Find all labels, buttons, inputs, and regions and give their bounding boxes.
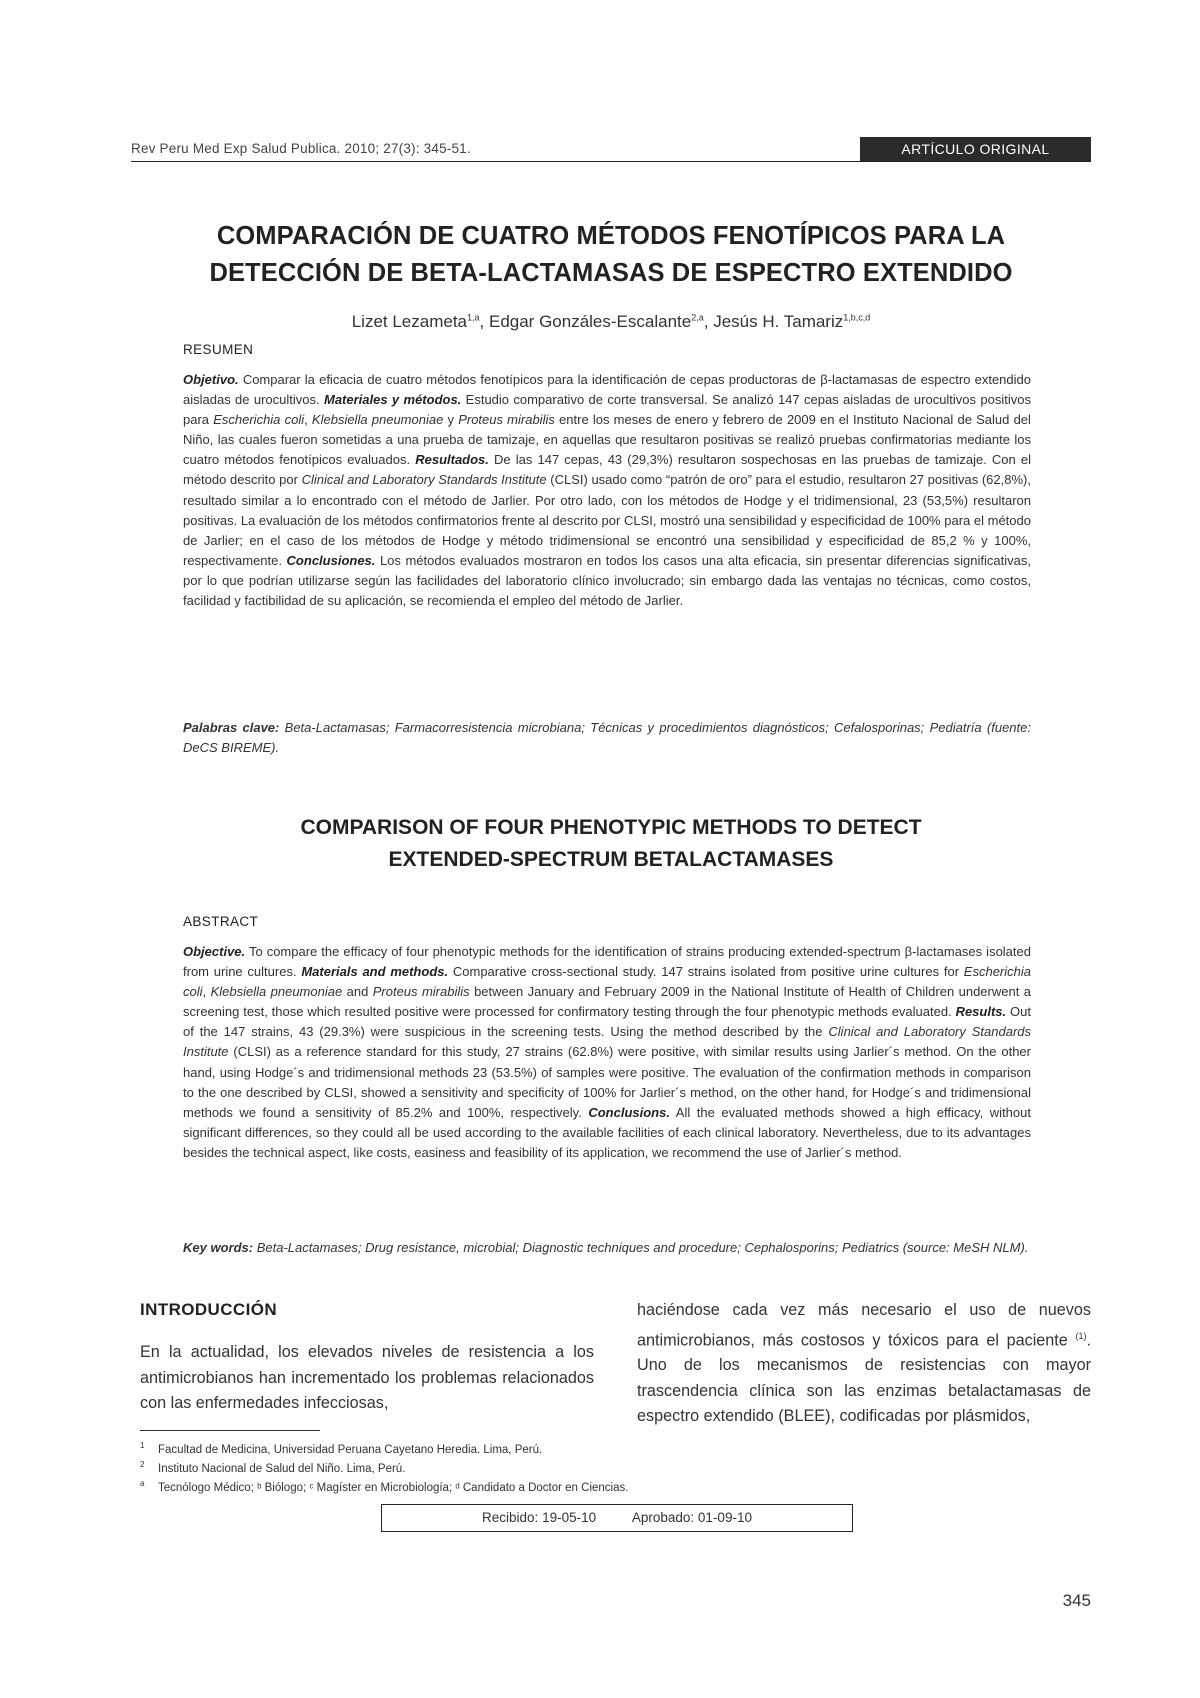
author-name: Edgar Gonzáles-Escalante — [488, 312, 692, 331]
conjunction: and — [346, 984, 369, 1000]
resumen-heading: RESUMEN — [183, 342, 254, 357]
objetivo-text: Comparar la eficacia de cuatro métodos fenotípicos para la identificación de cepas productoras de β-lactamasas de espectro extendido aisladas de urocultivos. — [183, 372, 1031, 408]
intro-text: haciéndose cada vez más necesario el uso de nuevos antimicrobianos, más costosos y tóxicos para el paciente — [637, 1301, 1091, 1349]
header-divider — [131, 161, 1091, 162]
footnote-text: Facultad de Medicina, Universidad Peruana Cayetano Heredia. Lima, Perú. — [158, 1444, 543, 1456]
author-affiliation: 1,b,c,d — [843, 312, 871, 323]
conclusiones-label: Conclusiones. — [286, 552, 376, 568]
footnote-mark: a — [140, 1479, 145, 1488]
page-number: 345 — [1062, 1591, 1091, 1610]
footnote-text: Tecnólogo Médico; ᵇ Biólogo; ᶜ Magíster en Microbiología; ᵈ Candidato a Doctor en Ciencias. — [158, 1482, 629, 1494]
author-name: Lizet Lezameta — [351, 312, 468, 331]
author-affiliation: 1,a — [467, 312, 480, 323]
species-name: Proteus mirabilis — [372, 984, 470, 1000]
resultados-text: (CLSI) usado como “patrón de oro” para el estudio, resultaron 27 positivas (62,8%), resultado similar a lo encontrado con el método de Jarlier. Por otro lado, con los métodos de Hodge y el tridimensional, 23 (53,5%) resultaron positivas. La evaluación de los métodos confirmatorios frente al descrito por CLSI, mostró una sensibilidad y especificidad de 100% para el método de Jarlier; en el caso de los métodos de Hodge y método tridimensional se encontró una sensibilidad y especificidad de 85,2 % y 100%, respectivamente. — [183, 472, 1031, 568]
objective-text: To compare the efficacy of four phenotypic methods for the identification of strains producing extended-spectrum β-lactamases isolated from urine cultures. — [183, 944, 1031, 980]
conclusions-label: Conclusions. — [588, 1104, 670, 1120]
article-type-badge: ARTÍCULO ORIGINAL — [860, 137, 1091, 161]
author-list — [131, 312, 1091, 332]
footnote — [140, 1441, 840, 1463]
abstract-body — [183, 942, 1031, 1163]
author-separator: , — [703, 312, 714, 331]
resultados-text: De las 147 cepas, 43 (29,3%) resultaron sospechosas en las pruebas de tamizaje. Con el método descrito por — [183, 452, 1031, 488]
footnotes — [140, 1441, 840, 1501]
species-name: Klebsiella pneumoniae — [210, 984, 343, 1000]
english-title-line-1: COMPARISON OF FOUR PHENOTYPIC METHODS TO DETECT — [300, 816, 922, 839]
punctuation: , — [202, 984, 207, 1000]
intro-column-left: En la actualidad, los elevados niveles de resistencia a los antimicrobianos han incrementado los problemas relacionados con las enfermedades infecciosas, — [140, 1343, 594, 1412]
footnote — [140, 1479, 840, 1501]
palabras-clave — [183, 718, 1031, 758]
conclusiones-text: Los métodos evaluados mostraron en todos los casos una alta eficacia, sin presentar diferencias significativas, por lo que podrían utilizarse según las facilidades del laboratorio clínico involucrado; sin embargo dada las ventajas no técnicas, como costos, facilidad y factibilidad de su aplicación, se recomienda el empleo del método de Jarlier. — [183, 552, 1031, 609]
keywords-text: Beta-Lactamases; Drug resistance, microbial; Diagnostic techniques and procedure; Cephalosporins; Pediatrics (source: MeSH NLM). — [256, 1240, 1029, 1255]
resumen-body — [183, 370, 1031, 611]
materiales-label: Materiales y métodos. — [323, 392, 462, 408]
species-name: Klebsiella pneumoniae — [311, 412, 444, 428]
punctuation: , — [304, 412, 308, 428]
introduccion-heading: INTRODUCCIÓN — [140, 1300, 278, 1319]
author-separator: , — [479, 312, 489, 331]
approved-date: Aprobado: 01-09-10 — [631, 1510, 752, 1525]
key-words — [183, 1238, 1031, 1258]
species-name: Proteus mirabilis — [458, 412, 555, 428]
keywords-label: Key words: — [183, 1240, 254, 1255]
materials-label: Materials and methods. — [301, 964, 449, 980]
footnote — [140, 1460, 840, 1482]
author-name: Jesús H. Tamariz — [713, 312, 844, 331]
footnote-text: Instituto Nacional de Salud del Niño. Lima, Perú. — [158, 1463, 406, 1475]
materiales-text: Estudio comparativo de corte transversal. Se analizó 147 cepas aisladas de urocultivos positivos para — [183, 392, 1031, 428]
conclusions-text: All the evaluated methods showed a high efficacy, without significant differences, so they could all be used according to the available facilities of each clinical laboratory. Nevertheless, due to its advantages besides the technical aspect, like costs, easiness and feasibility of its application, we recommend the use of Jarlier´s method. — [183, 1104, 1031, 1160]
journal-reference: Rev Peru Med Exp Salud Publica. 2010; 27(3): 345-51. — [131, 141, 471, 156]
footnote-divider — [140, 1430, 320, 1431]
footnote-mark: 1 — [140, 1441, 145, 1450]
objetivo-label: Objetivo. — [183, 372, 239, 387]
running-header — [131, 133, 1091, 165]
materials-text: between January and February 2009 in the National Institute of Health of Children underwent a screening test, those which resulted positive were processed for confirmatory testing through the four phenotypic methods evaluated. — [183, 984, 1031, 1020]
intro-column-right — [637, 1298, 1091, 1430]
materials-text: Comparative cross-sectional study. 147 strains isolated from positive urine cultures for — [452, 964, 960, 980]
objective-label: Objective. — [183, 944, 246, 959]
keywords-text: Beta-Lactamasas; Farmacorresistencia microbiana; Técnicas y procedimientos diagnósticos; Cefalosporinas; Pediatría (fuente: DeCS BIREME). — [183, 720, 1031, 756]
title-line-2: DETECCIÓN DE BETA-LACTAMASAS DE ESPECTRO EXTENDIDO — [209, 259, 1013, 287]
english-title-line-2: EXTENDED-SPECTRUM BETALACTAMASES — [388, 848, 834, 871]
abstract-heading: ABSTRACT — [183, 914, 259, 929]
resultados-label: Resultados. — [415, 452, 489, 468]
clsi-name: Clinical and Laboratory Standards Institute — [301, 472, 547, 488]
dates-box — [381, 1504, 853, 1532]
intro-text: . Uno de los mecanismos de resistencias con mayor trascendencia clínica son las enzimas betalactamasas de espectro extendido (BLEE), codificadas por plásmidos, — [637, 1330, 1091, 1426]
footnote-mark: 2 — [140, 1460, 145, 1469]
species-name: Escherichia coli — [183, 964, 1031, 1000]
keywords-label: Palabras clave: — [183, 720, 280, 735]
results-label: Results. — [955, 1004, 1007, 1020]
title-line-1: COMPARACIÓN DE CUATRO MÉTODOS FENOTÍPICOS PARA LA — [216, 222, 1006, 250]
conjunction: y — [447, 412, 454, 428]
clsi-name: Clinical and Laboratory Standards Institute — [183, 1024, 1032, 1060]
received-date: Recibido: 19-05-10 — [482, 1510, 597, 1525]
citation-ref: (1) — [1075, 1330, 1087, 1341]
author-affiliation: 2,a — [691, 312, 704, 323]
materiales-text: entre los meses de enero y febrero de 2009 en el Instituto Nacional de Salud del Niño, las cuales fueron sometidas a una prueba de tamizaje, en aquellas que resultaron positivas se realizó pruebas confirmatorias mediante los cuatro métodos fenotípicos evaluados. — [183, 412, 1031, 468]
results-text: Out of the 147 strains, 43 (29.3%) were suspicious in the screening tests. Using the method described by the — [183, 1004, 1031, 1040]
results-text: (CLSI) as a reference standard for this study, 27 strains (62.8%) were positive, with similar results using Jarlier´s method. On the other hand, using Hodge´s and tridimensional methods 23 (53.5%) of samples were positive. The evaluation of the confirmation methods in comparison to the one described by CLSI, showed a sensitivity and specificity of 100% for Jarlier´s method, on the other hand, for Hodge´s and tridimensional methods we found a sensitivity of 85.2% and 100%, respectively. — [183, 1044, 1031, 1120]
species-name: Escherichia coli — [213, 412, 305, 428]
english-title — [131, 812, 1091, 876]
article-title — [131, 218, 1091, 292]
